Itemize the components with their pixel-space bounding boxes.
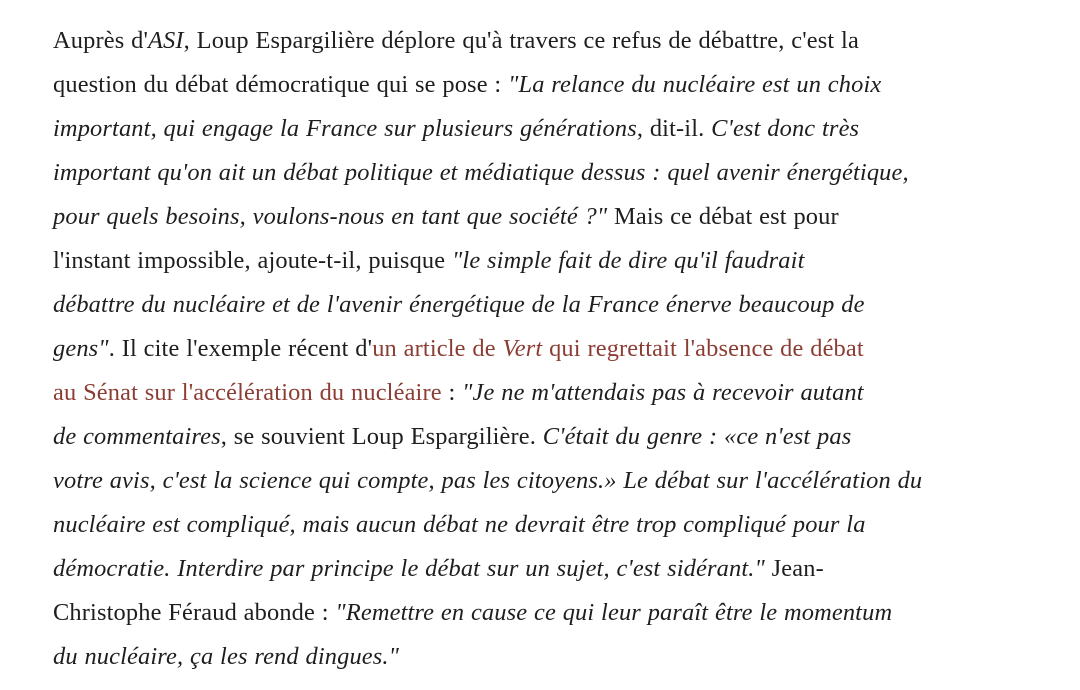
paragraph-line-4 xyxy=(53,151,1038,195)
text-segment: : xyxy=(441,379,463,406)
quote-segment: démocratie. Interdire par principe le débat sur un sujet, c'est sidérant." xyxy=(53,555,765,582)
link-text[interactable]: qui regrettait l'absence de débat xyxy=(542,335,864,362)
paragraph-line-10 xyxy=(53,415,1038,459)
paragraph-line-14 xyxy=(53,591,1038,635)
text-segment: , Loup Espargilière déplore qu'à travers ce refus de débattre, c'est la xyxy=(183,27,859,54)
paragraph-line-2 xyxy=(53,63,1038,107)
link-text[interactable]: un article de xyxy=(372,335,503,362)
quote-segment: de commentaires xyxy=(53,423,221,450)
text-segment: , dit-il. xyxy=(636,115,712,142)
quote-segment: C'était du genre : «ce n'est pas xyxy=(542,423,852,450)
quote-segment: "Je ne m'attendais pas à recevoir autant xyxy=(462,379,864,406)
paragraph-line-1 xyxy=(53,19,1038,63)
quote-segment: votre avis, c'est la science qui compte, pas les citoyens.» Le débat sur l'accélération du xyxy=(53,467,923,494)
quote-segment: "Remettre en cause ce qui leur paraît être le momentum xyxy=(335,599,893,626)
quote-segment: du nucléaire, ça les rend dingues." xyxy=(53,643,400,670)
vert-article-link-continued[interactable]: au Sénat sur l'accélération du nucléaire xyxy=(53,379,442,406)
quote-segment: important qu'on ait un débat politique et médiatique dessus : quel avenir énergétique, xyxy=(53,159,909,186)
article-paragraph xyxy=(53,19,1038,679)
quote-segment: débattre du nucléaire et de l'avenir énergétique de la France énerve beaucoup de xyxy=(53,291,865,318)
text-segment: . Il cite l'exemple récent d' xyxy=(108,335,373,362)
quote-segment: "le simple fait de dire qu'il faudrait xyxy=(452,247,805,274)
quote-segment: C'est donc très xyxy=(711,115,860,142)
paragraph-line-9 xyxy=(53,371,1038,415)
text-segment: question du débat démocratique qui se pose : xyxy=(53,71,509,98)
paragraph-line-6 xyxy=(53,239,1038,283)
quote-segment: pour quels besoins, voulons-nous en tant que société ?" xyxy=(53,203,608,230)
link-text-vert[interactable]: Vert xyxy=(502,335,543,362)
text-segment: , se souvient Loup Espargilière. xyxy=(220,423,543,450)
text-segment: l'instant impossible, ajoute-t-il, puisque xyxy=(53,247,452,274)
paragraph-line-11 xyxy=(53,459,1038,503)
quote-segment: nucléaire est compliqué, mais aucun débat ne devrait être trop compliqué pour la xyxy=(53,511,866,538)
quote-segment: "La relance du nucléaire est un choix xyxy=(508,71,882,98)
text-segment: Christophe Féraud abonde : xyxy=(53,599,336,626)
text-segment: Mais ce débat est pour xyxy=(607,203,839,230)
paragraph-line-7 xyxy=(53,283,1038,327)
paragraph-line-15 xyxy=(53,635,1038,679)
text-segment: Jean- xyxy=(764,555,824,582)
quote-segment: important, qui engage la France sur plusieurs générations xyxy=(53,115,637,142)
paragraph-line-13 xyxy=(53,547,1038,591)
publication-name: ASI xyxy=(147,27,184,54)
paragraph-line-3 xyxy=(53,107,1038,151)
paragraph-line-8 xyxy=(53,327,1038,371)
text-segment: Auprès d' xyxy=(53,27,148,54)
paragraph-line-12 xyxy=(53,503,1038,547)
paragraph-line-5 xyxy=(53,195,1038,239)
vert-article-link[interactable] xyxy=(372,335,864,362)
quote-segment: gens" xyxy=(53,335,109,362)
